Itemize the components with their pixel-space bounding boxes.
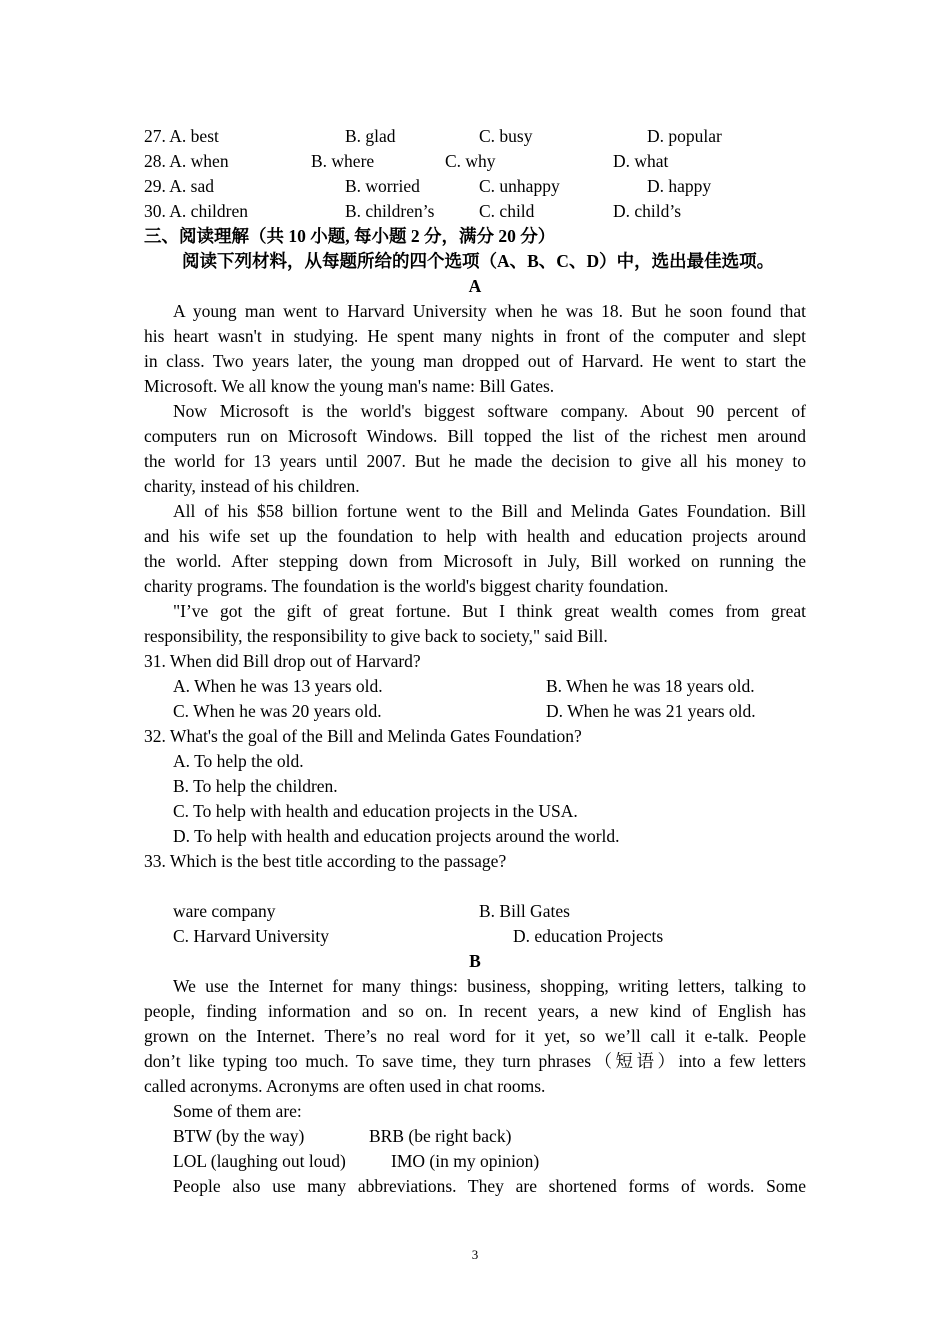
cloze-option-row <box>144 199 806 224</box>
acronym-item: LOL (laughing out loud) <box>173 1151 346 1171</box>
option-a: 30. A. children <box>144 201 249 221</box>
passage-line: the world. After stepping down from Microsoft in July, Bill worked on running the <box>144 551 806 571</box>
passage-line: in class. Two years later, the young man dropped out of Harvard. He went to start the <box>144 351 806 371</box>
option-d: D. child’s <box>613 201 682 221</box>
option-a: A. When he was 13 years old. <box>173 676 383 696</box>
option-pair <box>144 674 806 699</box>
acronym-item: IMO (in my opinion) <box>391 1151 540 1171</box>
passage-line: Now Microsoft is the world's biggest software company. About 90 percent of <box>173 401 806 421</box>
question-stem: 33. Which is the best title according to the passage? <box>144 851 507 871</box>
passage-line: the world for 13 years until 2007. But he made the decision to give all his money to <box>144 451 806 471</box>
passage-line: don’t like typing too much. To save time, they turn phrases（短语）into a few letters <box>144 1051 806 1071</box>
option-c: C. When he was 20 years old. <box>173 701 382 721</box>
passage-line: grown on the Internet. There’s no real word for it yet, so we’ll call it e-talk. People <box>144 1026 806 1046</box>
option-b: B. To help the children. <box>173 776 338 796</box>
option-c: C. busy <box>479 126 533 146</box>
option-b: B. where <box>311 151 375 171</box>
passage-line: called acronyms. Acronyms are often used in chat rooms. <box>144 1076 546 1096</box>
passage-line: Microsoft. We all know the young man's name: Bill Gates. <box>144 376 555 396</box>
option-c: C. why <box>445 151 496 171</box>
acronym-item: BTW (by the way) <box>173 1126 305 1146</box>
passage-line: his heart wasn't in studying. He spent many nights in front of the computer and slept <box>144 326 806 346</box>
option-d: D. popular <box>647 126 722 146</box>
option-a: ware company <box>173 901 276 921</box>
option-d: D. what <box>613 151 669 171</box>
page-number: 3 <box>471 1247 479 1262</box>
option-b: B. children’s <box>345 201 435 221</box>
acronym-item: BRB (be right back) <box>369 1126 512 1146</box>
passage-line: computers run on Microsoft Windows. Bill topped the list of the richest men around <box>144 426 806 446</box>
passage-line: charity programs. The foundation is the world's biggest charity foundation. <box>144 576 669 596</box>
passage-label: A <box>468 276 482 296</box>
option-c: C. Harvard University <box>173 926 330 946</box>
question-stem: 31. When did Bill drop out of Harvard? <box>144 651 421 671</box>
passage-line: charity, instead of his children. <box>144 476 360 496</box>
acronym-row <box>144 1124 806 1149</box>
option-a: 29. A. sad <box>144 176 214 196</box>
cloze-option-row <box>144 124 806 149</box>
acronym-row <box>144 1149 806 1174</box>
cloze-option-row <box>144 174 806 199</box>
option-b: B. Bill Gates <box>479 901 570 921</box>
option-pair <box>144 924 806 949</box>
option-pair <box>144 899 806 924</box>
option-b: B. glad <box>345 126 396 146</box>
document-page <box>144 124 806 1199</box>
passage-line: responsibility, the responsibility to give back to society," said Bill. <box>144 626 608 646</box>
option-c: C. To help with health and education projects in the USA. <box>173 801 578 821</box>
cloze-option-row <box>144 149 806 174</box>
option-d: D. happy <box>647 176 712 196</box>
option-b: B. worried <box>345 176 420 196</box>
option-a: A. To help the old. <box>173 751 304 771</box>
blank-line <box>144 874 806 899</box>
option-d: D. To help with health and education projects around the world. <box>173 826 620 846</box>
option-a: 27. A. best <box>144 126 219 146</box>
option-c: C. child <box>479 201 535 221</box>
option-b: B. When he was 18 years old. <box>546 676 755 696</box>
section-instruction: 阅读下列材料，从每题所给的四个选项（A、B、C、D）中，选出最佳选项。 <box>182 251 775 271</box>
option-a: 28. A. when <box>144 151 229 171</box>
question-stem: 32. What's the goal of the Bill and Melinda Gates Foundation? <box>144 726 582 746</box>
passage-line: All of his $58 billion fortune went to the Bill and Melinda Gates Foundation. Bill <box>173 501 806 521</box>
option-pair <box>144 699 806 724</box>
option-d: D. education Projects <box>513 926 664 946</box>
passage-line: People also use many abbreviations. They are shortened forms of words. Some <box>173 1176 806 1196</box>
passage-line: A young man went to Harvard University when he was 18. But he soon found that <box>173 301 806 321</box>
option-d: D. When he was 21 years old. <box>546 701 756 721</box>
passage-line: "I’ve got the gift of great fortune. But I think great wealth comes from great <box>173 601 806 621</box>
passage-label: B <box>469 951 481 971</box>
option-c: C. unhappy <box>479 176 560 196</box>
passage-line: and his wife set up the foundation to help with health and education projects around <box>144 526 806 546</box>
section-heading: 三、阅读理解（共 10 小题, 每小题 2 分，满分 20 分） <box>144 226 556 246</box>
passage-line: people, finding information and so on. In recent years, a new kind of English has <box>144 1001 806 1021</box>
passage-line: Some of them are: <box>173 1101 302 1121</box>
passage-line: We use the Internet for many things: business, shopping, writing letters, talking to <box>173 976 806 996</box>
